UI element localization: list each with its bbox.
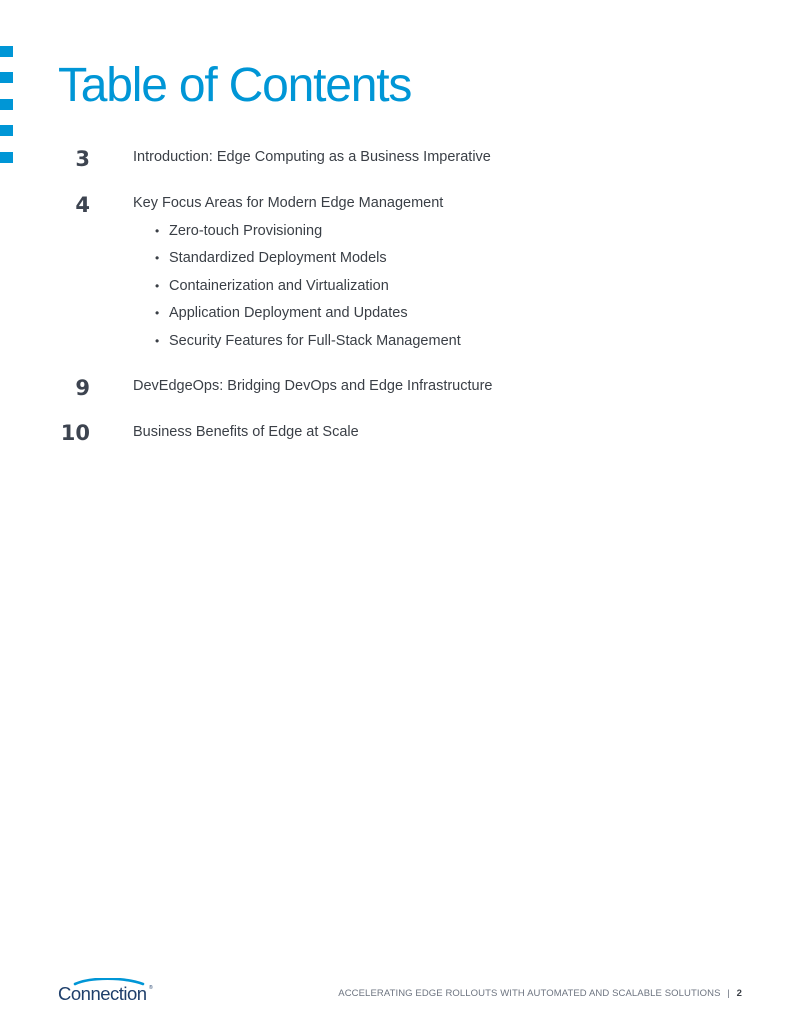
toc-entry-title[interactable]: DevEdgeOps: Bridging DevOps and Edge Infrastructure xyxy=(133,378,493,394)
toc-entry-title[interactable]: Key Focus Areas for Modern Edge Management xyxy=(133,195,444,211)
bullet-icon: • xyxy=(155,278,160,293)
toc-subsection-label[interactable]: Containerization and Virtualization xyxy=(169,277,389,294)
toc-page-number: 9 xyxy=(75,376,90,400)
square-icon xyxy=(0,46,13,57)
toc-subsection-label[interactable]: Standardized Deployment Models xyxy=(169,250,387,267)
svg-text:®: ® xyxy=(149,985,153,991)
bullet-icon: • xyxy=(155,333,160,348)
bullet-icon: • xyxy=(155,306,160,321)
square-icon xyxy=(0,125,13,136)
toc-entry-title[interactable]: Business Benefits of Edge at Scale xyxy=(133,424,359,440)
bullet-icon: • xyxy=(155,224,160,238)
toc-page-number: 3 xyxy=(75,147,90,171)
toc-page-number: 4 xyxy=(75,193,90,217)
footer-page-number: 2 xyxy=(736,988,742,999)
square-icon xyxy=(0,99,13,110)
bullet-icon: • xyxy=(155,251,160,266)
toc-page-number: 10 xyxy=(60,421,90,445)
toc-subsection-label[interactable]: Security Features for Full-Stack Management xyxy=(169,332,461,349)
footer-document-title: ACCELERATING EDGE ROLLOUTS WITH AUTOMATED AND SCALABLE SOLUTIONS xyxy=(338,988,721,999)
toc-subsection-label[interactable]: Zero-touch Provisioning xyxy=(169,223,323,239)
footer-separator: | xyxy=(727,988,730,999)
toc-entry-title[interactable]: Introduction: Edge Computing as a Business Imperative xyxy=(133,149,491,165)
page-title: Table of Contents xyxy=(58,59,412,112)
svg-text:Connection: Connection xyxy=(58,983,147,1004)
connection-logo xyxy=(57,978,167,1004)
footer xyxy=(338,988,742,1000)
square-icon xyxy=(0,72,13,83)
toc-subsection-label[interactable]: Application Deployment and Updates xyxy=(169,305,408,322)
